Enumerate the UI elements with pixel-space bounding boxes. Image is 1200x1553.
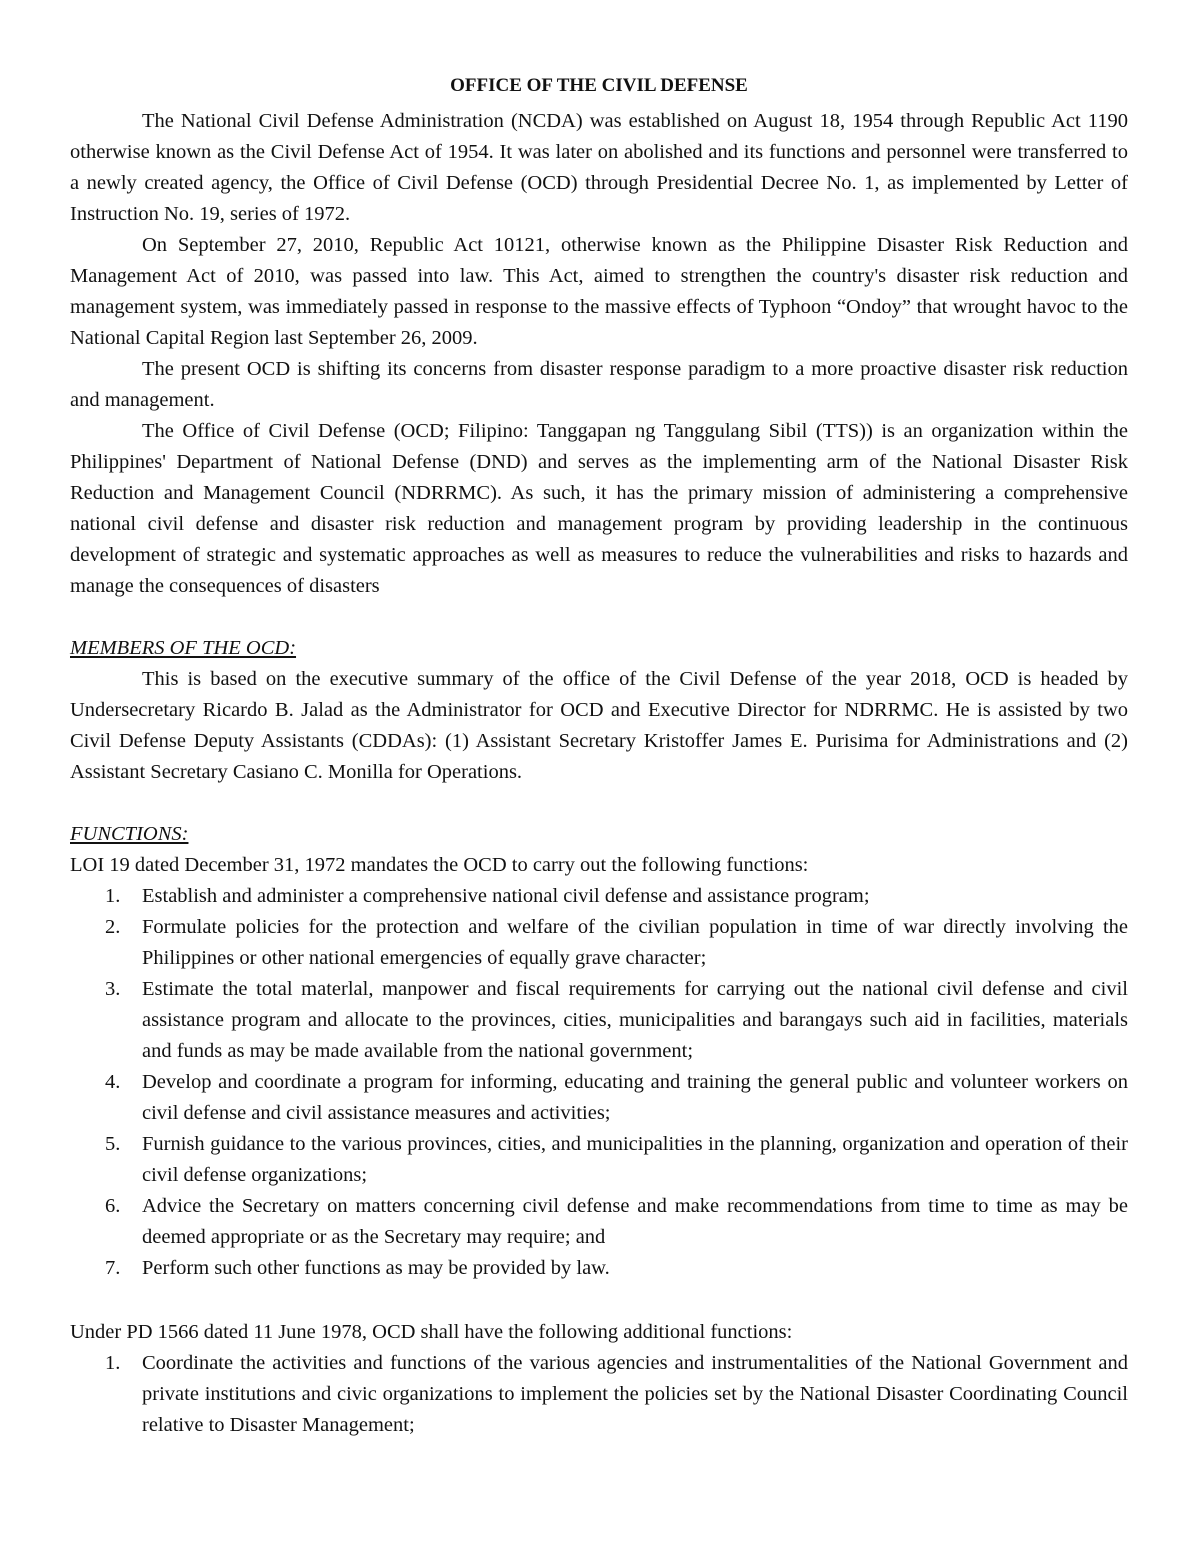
members-heading: MEMBERS OF THE OCD: xyxy=(70,637,297,659)
list-item xyxy=(70,881,1128,912)
list-number: 2. xyxy=(105,916,121,938)
functions-intro: LOI 19 dated December 31, 1972 mandates the OCD to carry out the following functions: xyxy=(70,854,809,876)
list-item xyxy=(70,1348,1128,1441)
list-item xyxy=(70,1253,1128,1284)
list-number: 1. xyxy=(105,1352,121,1374)
list-number: 5. xyxy=(105,1133,121,1155)
list-item xyxy=(70,1129,1128,1191)
functions-heading: FUNCTIONS: xyxy=(70,823,189,845)
list-text: Coordinate the activities and functions of the various agencies and instrumentalities of the National Government and private institutions and civic organizations to implement the policies set by the National Disaster Coordinating Council relative to Disaster Management; xyxy=(142,1352,1128,1436)
list-item xyxy=(70,1191,1128,1253)
members-paragraph: This is based on the executive summary of the office of the Civil Defense of the year 2018, OCD is headed by Undersecretary Ricardo B. Jalad as the Administrator for OCD and Executive Director for NDRRMC. He is assisted by two Civil Defense Deputy Assistants (CDDAs): (1) Assistant Secretary Kristoffer James E. Purisima for Administrations and (2) Assistant Secretary Casiano C. Monilla for Operations. xyxy=(70,668,1128,783)
list-number: 6. xyxy=(105,1195,121,1217)
intro-paragraph: On September 27, 2010, Republic Act 10121, otherwise known as the Philippine Disaster Risk Reduction and Management Act of 2010, was passed into law. This Act, aimed to strengthen the country's disaster risk reduction and management system, was immediately passed in response to the massive effects of Typhoon “Ondoy” that wrought havoc to the National Capital Region last September 26, 2009. xyxy=(70,234,1128,349)
list-text: Estimate the total materlal, manpower and fiscal requirements for carrying out the national civil defense and civil assistance program and allocate to the provinces, cities, municipalities and barangays such aid in facilities, materials and funds as may be made available from the national government; xyxy=(142,978,1128,1062)
list-number: 7. xyxy=(105,1257,121,1279)
list-item xyxy=(70,974,1128,1067)
functions-list xyxy=(70,881,1128,1284)
list-text: Develop and coordinate a program for informing, educating and training the general public and volunteer workers on civil defense and civil assistance measures and activities; xyxy=(142,1071,1128,1124)
additional-functions-intro: Under PD 1566 dated 11 June 1978, OCD shall have the following additional functions: xyxy=(70,1321,793,1343)
document-page xyxy=(70,70,1128,1441)
list-item xyxy=(70,1067,1128,1129)
intro-paragraph: The Office of Civil Defense (OCD; Filipino: Tanggapan ng Tanggulang Sibil (TTS)) is an organization within the Philippines' Department of National Defense (DND) and serves as the implementing arm of the National Disaster Risk Reduction and Management Council (NDRRMC). As such, it has the primary mission of administering a comprehensive national civil defense and disaster risk reduction and management program by providing leadership in the continuous development of strategic and systematic approaches as well as measures to reduce the vulnerabilities and risks to hazards and manage the consequences of disasters xyxy=(70,420,1128,597)
list-text: Furnish guidance to the various provinces, cities, and municipalities in the planning, organization and operation of their civil defense organizations; xyxy=(142,1133,1128,1186)
list-text: Formulate policies for the protection and welfare of the civilian population in time of war directly involving the Philippines or other national emergencies of equally grave character; xyxy=(142,916,1128,969)
list-text: Advice the Secretary on matters concerning civil defense and make recommendations from time to time as may be deemed appropriate or as the Secretary may require; and xyxy=(142,1195,1128,1248)
additional-functions-list xyxy=(70,1348,1128,1441)
intro-paragraph: The National Civil Defense Administration (NCDA) was established on August 18, 1954 through Republic Act 1190 otherwise known as the Civil Defense Act of 1954. It was later on abolished and its functions and personnel were transferred to a newly created agency, the Office of Civil Defense (OCD) through Presidential Decree No. 1, as implemented by Letter of Instruction No. 19, series of 1972. xyxy=(70,110,1128,225)
document-title: OFFICE OF THE CIVIL DEFENSE xyxy=(450,75,748,96)
list-number: 4. xyxy=(105,1071,121,1093)
list-number: 1. xyxy=(105,885,121,907)
list-text: Establish and administer a comprehensive national civil defense and assistance program; xyxy=(142,885,870,907)
list-text: Perform such other functions as may be provided by law. xyxy=(142,1257,610,1279)
list-item xyxy=(70,912,1128,974)
intro-paragraph: The present OCD is shifting its concerns from disaster response paradigm to a more proactive disaster risk reduction and management. xyxy=(70,358,1128,411)
list-number: 3. xyxy=(105,978,121,1000)
